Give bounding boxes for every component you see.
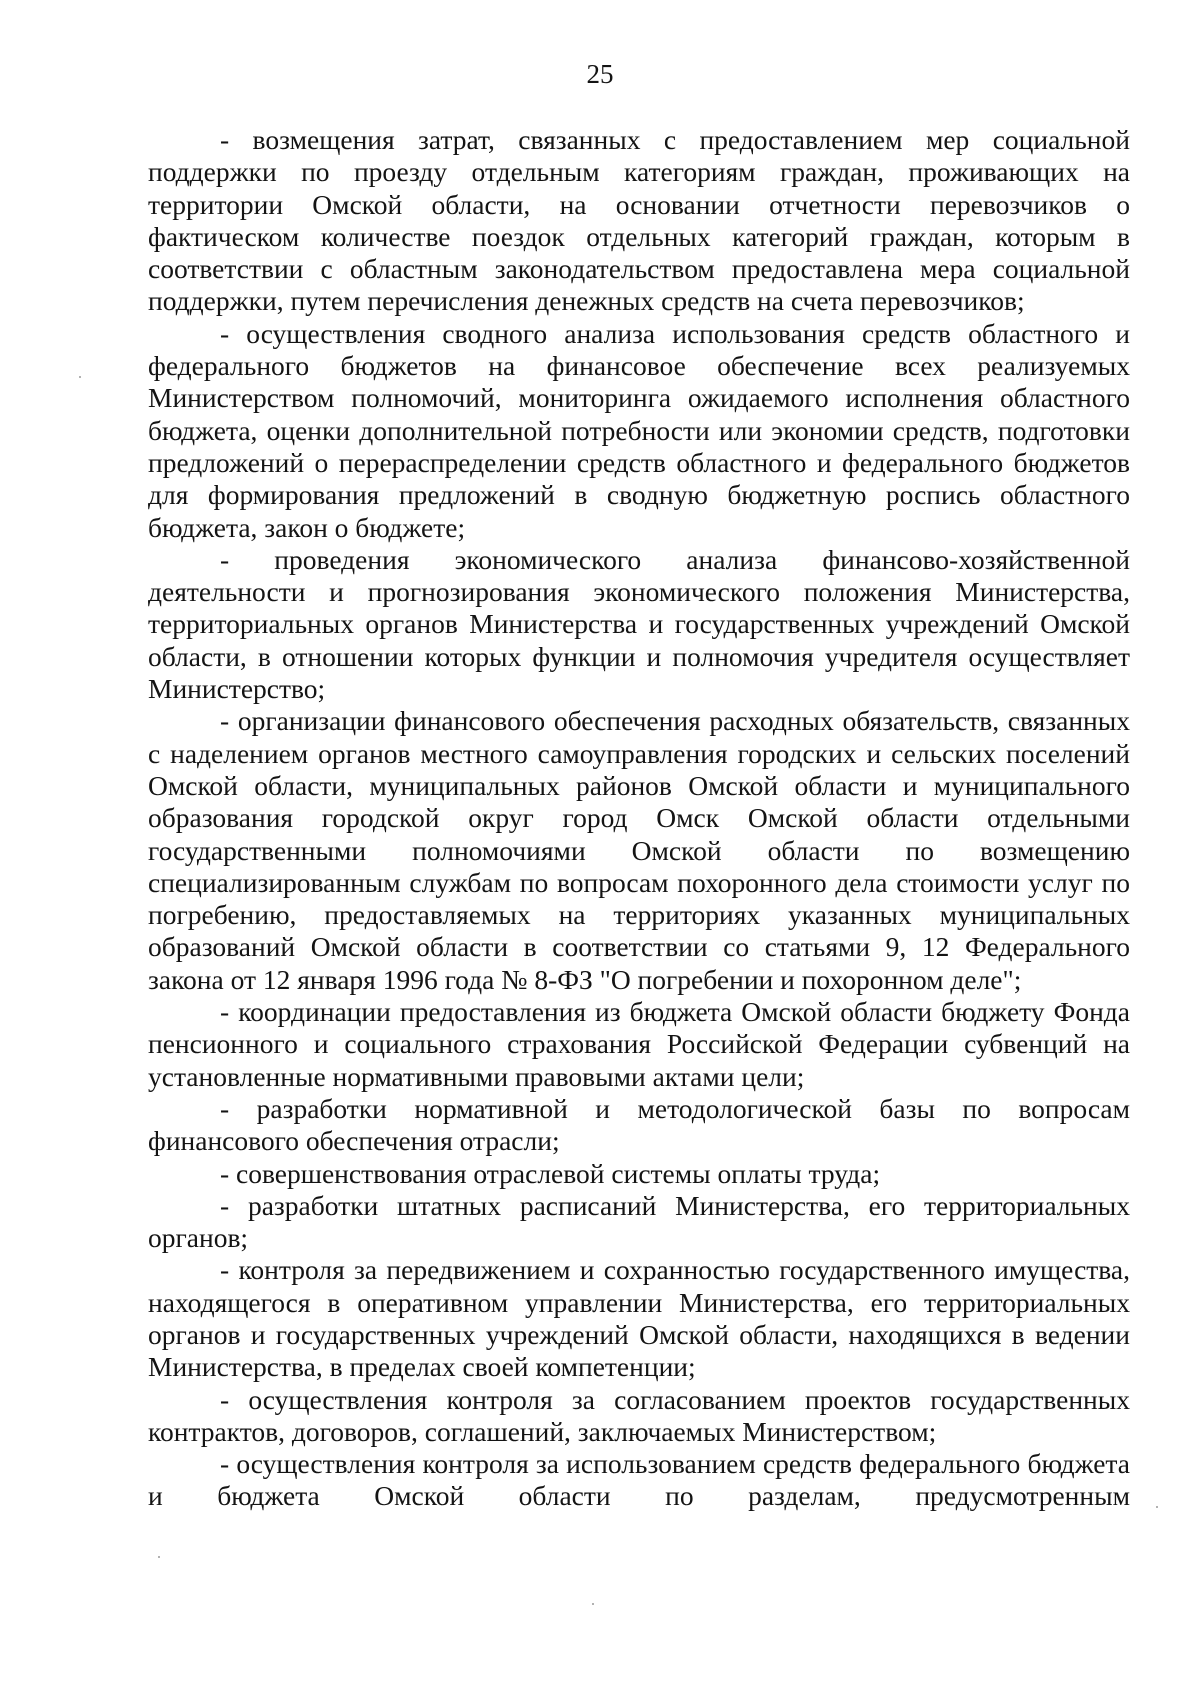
paragraph-contracts-control: - осуществления контроля за согласованием проектов государственных контрактов, договоров, соглашений, заключаемых Министерством;: [148, 1383, 1130, 1447]
paragraph-methodology-base: - разработки нормативной и методологической базы по вопросам финансового обеспечения отрасли;: [148, 1092, 1130, 1157]
scan-speck: [158, 1556, 160, 1558]
paragraph-compensation-costs: - возмещения затрат, связанных с предоставлением мер социальной поддержки по проезду отдельным категориям граждан, проживающих на территории Омской области, на основании отчетности перевозчиков о фактическом количестве поездок отдельных категорий граждан, которым в соответствии с областным законодательством предоставлена мера социальной поддержки, путем перечисления денежных средств на счета перевозчиков;: [148, 124, 1130, 317]
paragraph-pension-fund-coordination: - координации предоставления из бюджета Омской области бюджету Фонда пенсионного и социального страхования Российской Федерации субвенций на установленные нормативными правовыми актами цели;: [148, 996, 1130, 1092]
paragraph-budget-analysis: - осуществления сводного анализа использования средств областного и федерального бюджетов на финансовое обеспечение всех реализуемых Министерством полномочий, мониторинга ожидаемого исполнения областного бюджета, оценки дополнительной потребности или экономии средств, подготовки предложений о перераспределении средств областного и федерального бюджетов для формирования предложений в сводную бюджетную роспись областного бюджета, закон о бюджете;: [148, 317, 1130, 543]
scan-speck: [79, 376, 81, 378]
page-number: 25: [586, 59, 614, 89]
document-body: [148, 124, 1130, 1513]
paragraph-funds-usage-control: - осуществления контроля за использованием средств федерального бюджета и бюджета Омской области по разделам, предусмотренным: [148, 1448, 1130, 1512]
paragraph-funeral-services-funding: - организации финансового обеспечения расходных обязательств, связанных с наделением органов местного самоуправления городских и сельских поселений Омской области, муниципальных районов Омской области и муниципального образования городской округ город Омск Омской области отдельными государственными полномочиями Омской области по возмещению специализированным службам по вопросам похоронного дела стоимости услуг по погребению, предоставляемых на территориях указанных муниципальных образований Омской области в соответствии со статьями 9, 12 Федерального закона от 12 января 1996 года № 8-ФЗ "О погребении и похоронном деле";: [148, 705, 1130, 995]
paragraph-property-control: - контроля за передвижением и сохранностью государственного имущества, находящегося в оперативном управлении Министерства, его территориальных органов и государственных учреждений Омской области, находящихся в ведении Министерства, в пределах своей компетенции;: [148, 1254, 1130, 1383]
scan-speck: [1156, 1506, 1158, 1508]
paragraph-staff-schedules: - разработки штатных расписаний Министерства, его территориальных органов;: [148, 1189, 1130, 1254]
paragraph-economic-analysis: - проведения экономического анализа финансово-хозяйственной деятельности и прогнозирования экономического положения Министерства, территориальных органов Министерства и государственных учреждений Омской области, в отношении которых функции и полномочия учредителя осуществляет Министерство;: [148, 543, 1130, 705]
paragraph-wage-system: - совершенствования отраслевой системы оплаты труда;: [220, 1157, 881, 1189]
scan-speck: [592, 1603, 594, 1605]
